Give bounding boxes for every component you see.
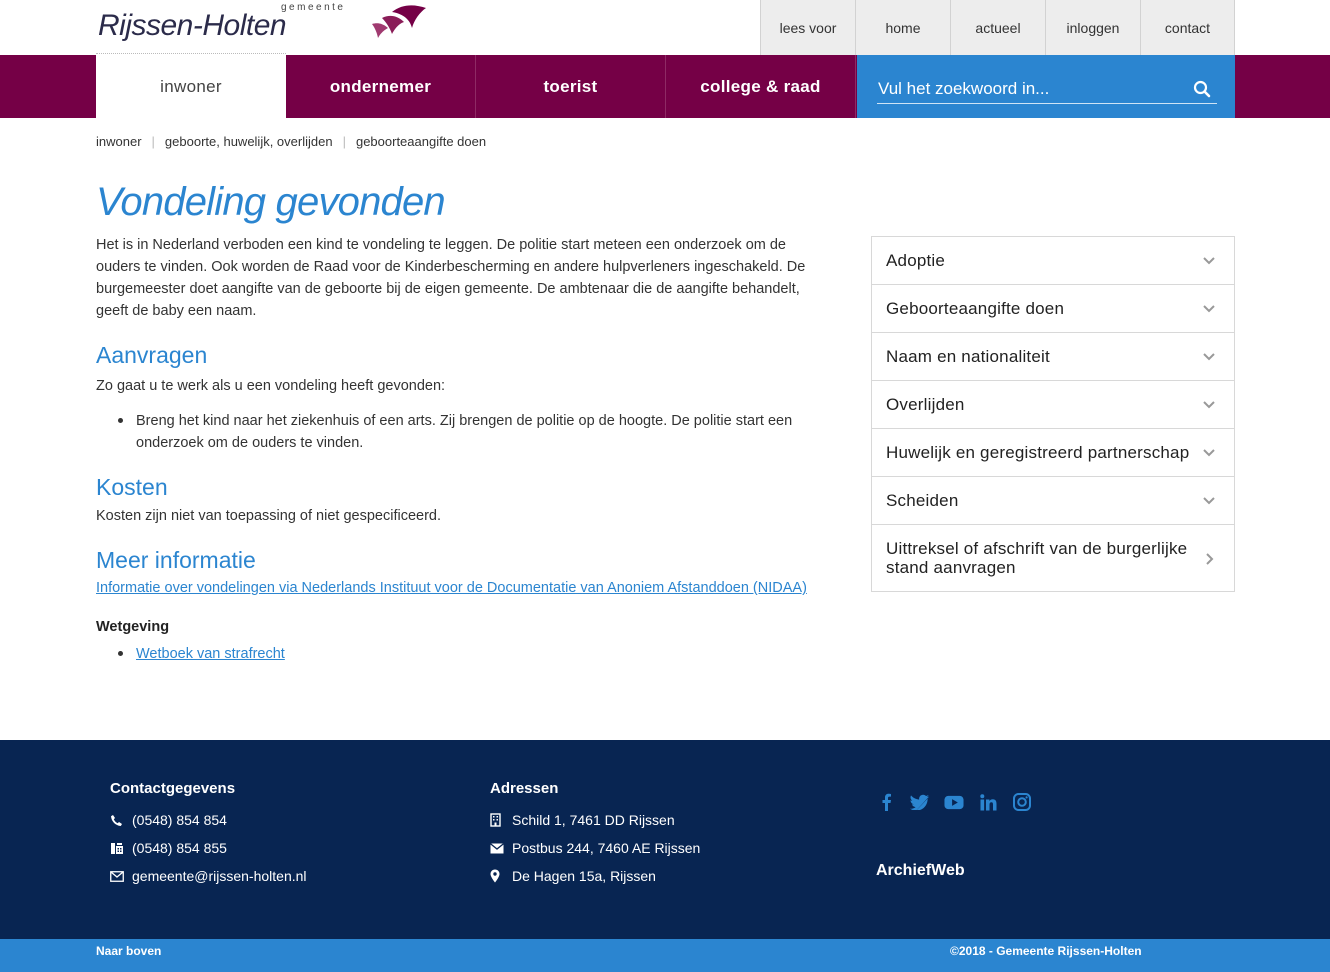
main-nav [0, 55, 1330, 118]
footer-address-post: Postbus 244, 7460 AE Rijssen [512, 840, 701, 856]
footer-address-visit: Schild 1, 7461 DD Rijssen [512, 812, 675, 828]
wetgeving-title: Wetgeving [96, 619, 170, 635]
accordion-item-naam-nationaliteit[interactable] [872, 333, 1234, 381]
chevron-down-icon [1202, 255, 1216, 267]
list-item [96, 643, 285, 665]
accordion-item-huwelijk[interactable] [872, 429, 1234, 477]
accordion-item-overlijden[interactable] [872, 381, 1234, 429]
logo-subtitle: gemeente [281, 2, 346, 13]
related-topics-accordion [871, 236, 1235, 592]
intro-text: Het is in Nederland verboden een kind te vondeling te leggen. De politie start meteen een onderzoek om de ouders te vinden. Ook worden de Raad voor de Kinderbescherming en andere hulpverleners ingeschakeld. De burgemeester doet aangifte van de geboorte bij de eigen gemeente. De ambtenaar die de aangifte behandelt, geeft de baby een naam. [96, 237, 806, 319]
accordion-item-label: Adoptie [886, 250, 946, 270]
section-title-meer-informatie: Meer informatie [96, 547, 256, 573]
logo-mark-icon [362, 2, 432, 40]
archiefweb-link[interactable]: ArchiefWeb [876, 862, 965, 879]
breadcrumb-item[interactable]: geboorte, huwelijk, overlijden [164, 134, 333, 149]
twitter-icon[interactable] [910, 792, 930, 812]
topnav-inloggen[interactable]: inloggen [1045, 0, 1140, 55]
accordion-item-uittreksel[interactable] [872, 525, 1234, 592]
site-header [0, 0, 1330, 55]
logo-name: Rijssen-Holten [98, 9, 287, 42]
aanvragen-list [96, 410, 836, 454]
breadcrumb: inwoner | geboorte, huwelijk, overlijden | geboorteaangifte doen [96, 134, 487, 149]
footer-contact [110, 780, 307, 890]
accordion-item-adoptie[interactable] [872, 237, 1234, 285]
top-nav [760, 0, 1235, 55]
list-item: Breng het kind naar het ziekenhuis of een arts. Zij brengen de politie op de hoogte. De politie start een onderzoek om de ouders te vinden. [96, 410, 836, 454]
topnav-lees-voor[interactable]: lees voor [760, 0, 855, 55]
accordion-item-label: Overlijden [886, 394, 965, 414]
topnav-actueel[interactable]: actueel [950, 0, 1045, 55]
phone-icon [110, 814, 132, 827]
chevron-down-icon [1202, 351, 1216, 363]
section-title-kosten: Kosten [96, 474, 168, 500]
chevron-down-icon [1202, 399, 1216, 411]
tab-inwoner[interactable]: inwoner [96, 55, 286, 118]
footer-contact-title: Contactgegevens [110, 780, 236, 797]
search-bar [857, 55, 1235, 118]
copyright-text: ©2018 - Gemeente Rijssen-Holten [950, 944, 1142, 958]
footer-fax: (0548) 854 855 [132, 840, 227, 856]
footer-addresses [490, 780, 700, 890]
accordion-item-label: Huwelijk en geregistreerd partnerschap [886, 442, 1190, 462]
bottom-bar [0, 939, 1330, 972]
footer-phone[interactable]: (0548) 854 854 [132, 812, 227, 828]
chevron-down-icon [1202, 303, 1216, 315]
topnav-contact[interactable]: contact [1140, 0, 1235, 55]
breadcrumb-item[interactable]: inwoner [96, 134, 142, 149]
nidaa-link[interactable]: Informatie over vondelingen via Nederlands Instituut voor de Documentatie van Anoniem Afstanddoen (NIDAA) [96, 580, 807, 596]
envelope-icon [490, 843, 512, 854]
tab-college-raad[interactable]: college & raad [666, 55, 856, 118]
accordion-item-label: Scheiden [886, 490, 959, 510]
chevron-down-icon [1202, 447, 1216, 459]
tab-ondernemer[interactable]: ondernemer [286, 55, 476, 118]
building-icon [490, 813, 512, 827]
instagram-icon[interactable] [1012, 792, 1032, 812]
breadcrumb-item[interactable]: geboorteaangifte doen [355, 134, 487, 149]
wetgeving-list [96, 643, 285, 665]
social-links [876, 792, 1032, 812]
linkedin-icon[interactable] [978, 792, 998, 812]
page-title: Vondeling gevonden [96, 180, 445, 224]
accordion-item-geboorteaangifte[interactable] [872, 285, 1234, 333]
facebook-icon[interactable] [876, 792, 896, 812]
footer-adressen-title: Adressen [490, 780, 559, 797]
footer-address-other: De Hagen 15a, Rijssen [512, 868, 656, 884]
chevron-down-icon [1202, 495, 1216, 507]
site-footer [0, 740, 1330, 939]
chevron-right-icon [1204, 552, 1216, 566]
site-logo[interactable] [96, 0, 346, 55]
tab-toerist[interactable]: toerist [476, 55, 666, 118]
back-to-top-link[interactable]: Naar boven [96, 944, 162, 958]
wetboek-link[interactable]: Wetboek van strafrecht [136, 646, 285, 662]
main-content [96, 176, 846, 662]
accordion-item-scheiden[interactable] [872, 477, 1234, 525]
aanvragen-text: Zo gaat u te werk als u een vondeling heeft gevonden: [96, 378, 446, 394]
youtube-icon[interactable] [944, 792, 964, 812]
accordion-item-label: Naam en nationaliteit [886, 346, 1050, 366]
fax-icon [110, 842, 132, 855]
accordion-item-label: Uittreksel of afschrift van de burgerlijke stand aanvragen [886, 539, 1188, 577]
envelope-icon [110, 871, 132, 882]
search-input[interactable] [877, 75, 1217, 104]
search-icon[interactable] [1193, 80, 1211, 103]
footer-email[interactable]: gemeente@rijssen-holten.nl [132, 868, 307, 884]
map-marker-icon [490, 869, 512, 883]
accordion-item-label: Geboorteaangifte doen [886, 298, 1065, 318]
kosten-text: Kosten zijn niet van toepassing of niet gespecificeerd. [96, 508, 441, 524]
topnav-home[interactable]: home [855, 0, 950, 55]
section-title-aanvragen: Aanvragen [96, 342, 208, 368]
